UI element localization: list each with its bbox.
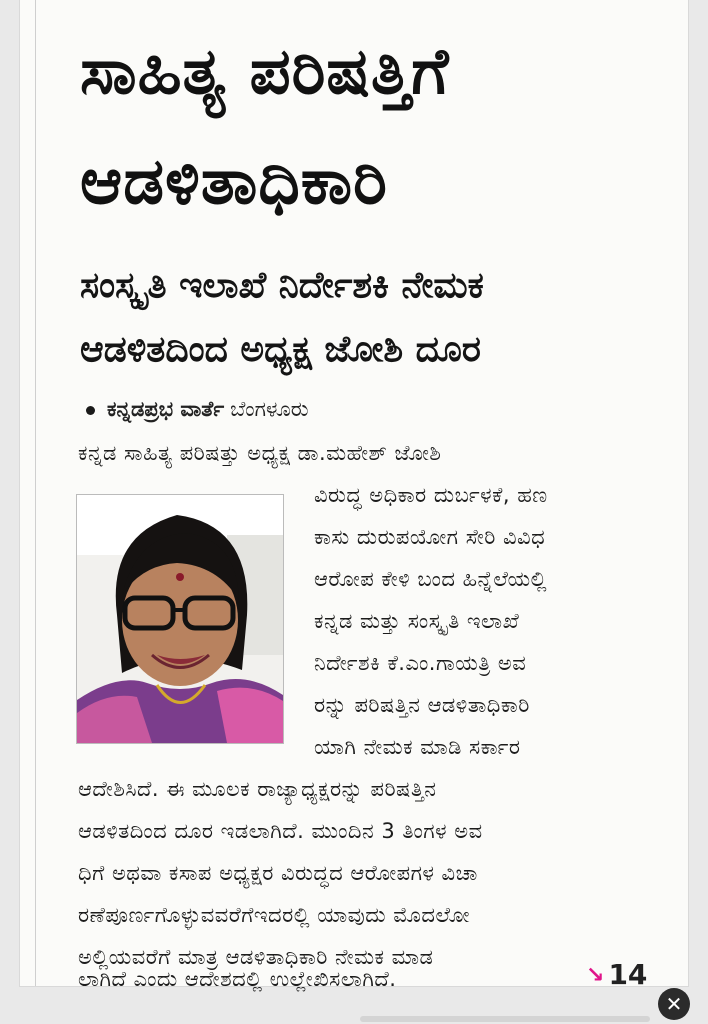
byline: ಕನ್ನಡಪ್ರಭ ವಾರ್ತೆ (107, 397, 225, 421)
dateline (86, 392, 309, 426)
continued-page-number: 14 (608, 958, 648, 991)
body-line: ಆಡಳಿತದಿಂದ ದೂರ ಇಡಲಾಗಿದೆ. ಮುಂದಿನ 3 ತಿಂಗಳ ಅವ (78, 819, 483, 843)
headline-line-1: ಸಾಹಿತ್ಯ ಪರಿಷತ್ತಿಗೆ (80, 35, 450, 109)
body-line: ಕಾಸು ದುರುಪಯೋಗ ಸೇರಿ ವಿವಿಧ (314, 525, 546, 549)
column-rule (35, 0, 36, 986)
body-line: ಯಾಗಿ ನೇಮಕ ಮಾಡಿ ಸರ್ಕಾರ (314, 735, 521, 759)
close-icon[interactable]: ✕ (658, 988, 690, 1020)
body-line: ರನ್ನು ಪರಿಷತ್ತಿನ ಆಡಳಿತಾಧಿಕಾರಿ (314, 693, 530, 717)
bullet-icon (86, 406, 95, 415)
body-line: ಆದೇಶಿಸಿದೆ. ಈ ಮೂಲಕ ರಾಜ್ಯಾಧ್ಯಕ್ಷರನ್ನು ಪರಿಷತ್ತಿನ (78, 777, 437, 801)
portrait-illustration (77, 495, 283, 743)
portrait-photo (76, 494, 284, 744)
body-line: ವಿರುದ್ಧ ಅಧಿಕಾರ ದುರ್ಬಳಕೆ, ಹಣ (314, 483, 548, 507)
headline-line-2: ಆಡಳಿತಾಧಿಕಾರಿ (80, 145, 388, 219)
subheadline-line-1: ಸಂಸ್ಕೃತಿ ಇಲಾಖೆ ನಿರ್ದೇಶಕಿ ನೇಮಕ (80, 265, 484, 306)
body-line: ಆರೋಪ ಕೇಳಿ ಬಂದ ಹಿನ್ನೆಲೆಯಲ್ಲಿ (314, 567, 548, 591)
home-indicator[interactable] (360, 1016, 650, 1022)
continued-on-page (586, 958, 647, 993)
body-line: ರಣೆಪೂರ್ಣಗೊಳ್ಳುವವರೆಗೆಇದರಲ್ಲಿ ಯಾವುದು ಮೊದಲೋ (78, 903, 470, 927)
body-line: ಧಿಗೆ ಅಥವಾ ಕಸಾಪ ಅಧ್ಯಕ್ಷರ ವಿರುದ್ಧದ ಆರೋಪಗಳ ವಿಚಾ (78, 861, 478, 885)
body-line: ಅಲ್ಲಿಯವರೆಗೆ ಮಾತ್ರ ಆಡಳಿತಾಧಿಕಾರಿ ನೇಮಕ ಮಾಡ (78, 945, 434, 969)
arrow-down-right-icon: ↘ (586, 963, 605, 988)
subheadline-line-2: ಆಡಳಿತದಿಂದ ಅಧ್ಯಕ್ಷ ಜೋಶಿ ದೂರ (80, 329, 481, 370)
body-line: ನಿರ್ದೇಶಕಿ ಕೆ.ಎಂ.ಗಾಯತ್ರಿ ಅವ (314, 651, 527, 675)
body-line: ಕನ್ನಡ ಮತ್ತು ಸಂಸ್ಕೃತಿ ಇಲಾಖೆ (314, 609, 520, 633)
body-line: ಕನ್ನಡ ಸಾಹಿತ್ಯ ಪರಿಷತ್ತು ಅಧ್ಯಕ್ಷ ಡಾ.ಮಹೇಶ್ ಜೋಶಿ (78, 441, 442, 465)
dateline-place: ಬೆಂಗಳೂರು (230, 397, 309, 421)
body-line: ಲಾಗಿದೆ ಎಂದು ಆದೇಶದಲ್ಲಿ ಉಲ್ಲೇಖಿಸಲಾಗಿದೆ. (78, 967, 397, 991)
